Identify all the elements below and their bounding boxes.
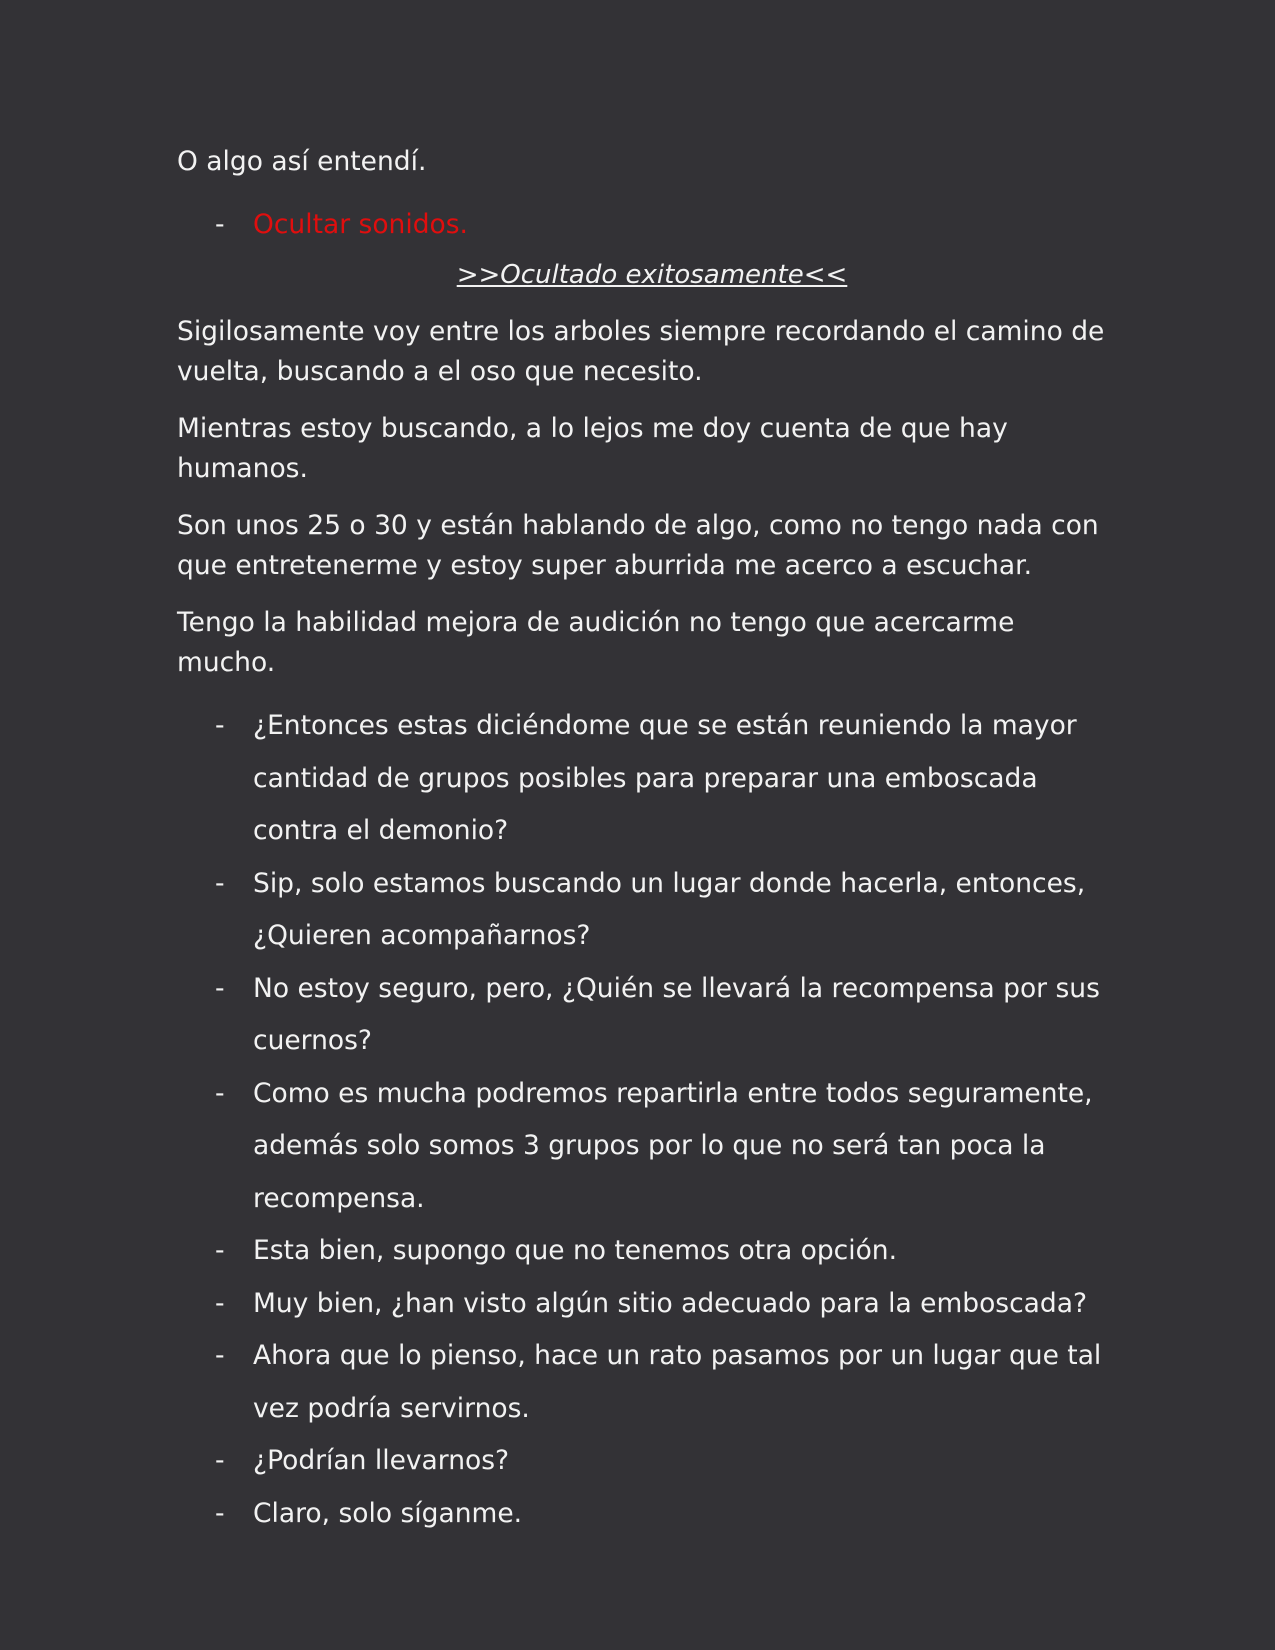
dash-marker: - — [215, 1497, 225, 1529]
dialogue-line — [177, 1278, 1107, 1331]
paragraph: Son unos 25 o 30 y están hablando de algo, como no tengo nada con que entretenerme y estoy super aburrida me acerco a escuchar. — [177, 510, 1099, 581]
skill-name: Ocultar sonidos. — [253, 209, 468, 240]
dialogue-text: Ahora que lo pienso, hace un rato pasamos por un lugar que tal vez podría servirnos. — [253, 1340, 1102, 1424]
dialogue-line — [177, 858, 1107, 963]
intro-line: O algo así entendí. — [177, 146, 427, 177]
dash-marker: - — [215, 1077, 225, 1109]
dash-marker: - — [215, 1340, 225, 1371]
dialogue-text: ¿Podrían llevarnos? — [253, 1445, 510, 1476]
dash-marker: - — [215, 209, 225, 240]
skill-activation — [177, 199, 1107, 251]
dash-marker: - — [215, 710, 225, 741]
dialogue-line — [177, 963, 1107, 1068]
dialogue-text: Muy bien, ¿han visto algún sitio adecuado para la emboscada? — [253, 1287, 1088, 1319]
document-page — [177, 142, 1107, 1540]
dialogue-line — [177, 1488, 1107, 1541]
dash-marker: - — [215, 1445, 225, 1476]
system-message: >>Ocultado exitosamente<< — [456, 260, 848, 290]
dialogue-text: No estoy seguro, pero, ¿Quién se llevará la recompensa por sus cuernos? — [253, 972, 1100, 1056]
dialogue-line — [177, 700, 1107, 858]
dialogue-text: ¿Entonces estas diciéndome que se están reuniendo la mayor cantidad de grupos posibles para preparar una emboscada contra el demonio? — [253, 710, 1077, 846]
dialogue-line — [177, 1225, 1107, 1278]
dialogue-text: Sip, solo estamos buscando un lugar donde hacerla, entonces, ¿Quieren acompañarnos? — [253, 867, 1086, 951]
dialogue-line — [177, 1435, 1107, 1488]
paragraph: Tengo la habilidad mejora de audición no tengo que acercarme mucho. — [177, 607, 1015, 678]
dash-marker: - — [215, 867, 225, 899]
dash-marker: - — [215, 1287, 225, 1319]
dialogue-text: Claro, solo síganme. — [253, 1497, 523, 1529]
dialogue-text: Esta bien, supongo que no tenemos otra opción. — [253, 1235, 898, 1266]
dialogue-line — [177, 1068, 1107, 1226]
dialogue-line — [177, 1330, 1107, 1435]
dialogue-list — [177, 700, 1107, 1540]
paragraph: Sigilosamente voy entre los arboles siempre recordando el camino de vuelta, buscando a el oso que necesito. — [177, 316, 1105, 387]
dash-marker: - — [215, 972, 225, 1004]
dash-marker: - — [215, 1235, 225, 1266]
dialogue-text: Como es mucha podremos repartirla entre todos seguramente, además solo somos 3 grupos por lo que no será tan poca la recompensa. — [253, 1077, 1093, 1214]
paragraph: Mientras estoy buscando, a lo lejos me doy cuenta de que hay humanos. — [177, 413, 1008, 484]
